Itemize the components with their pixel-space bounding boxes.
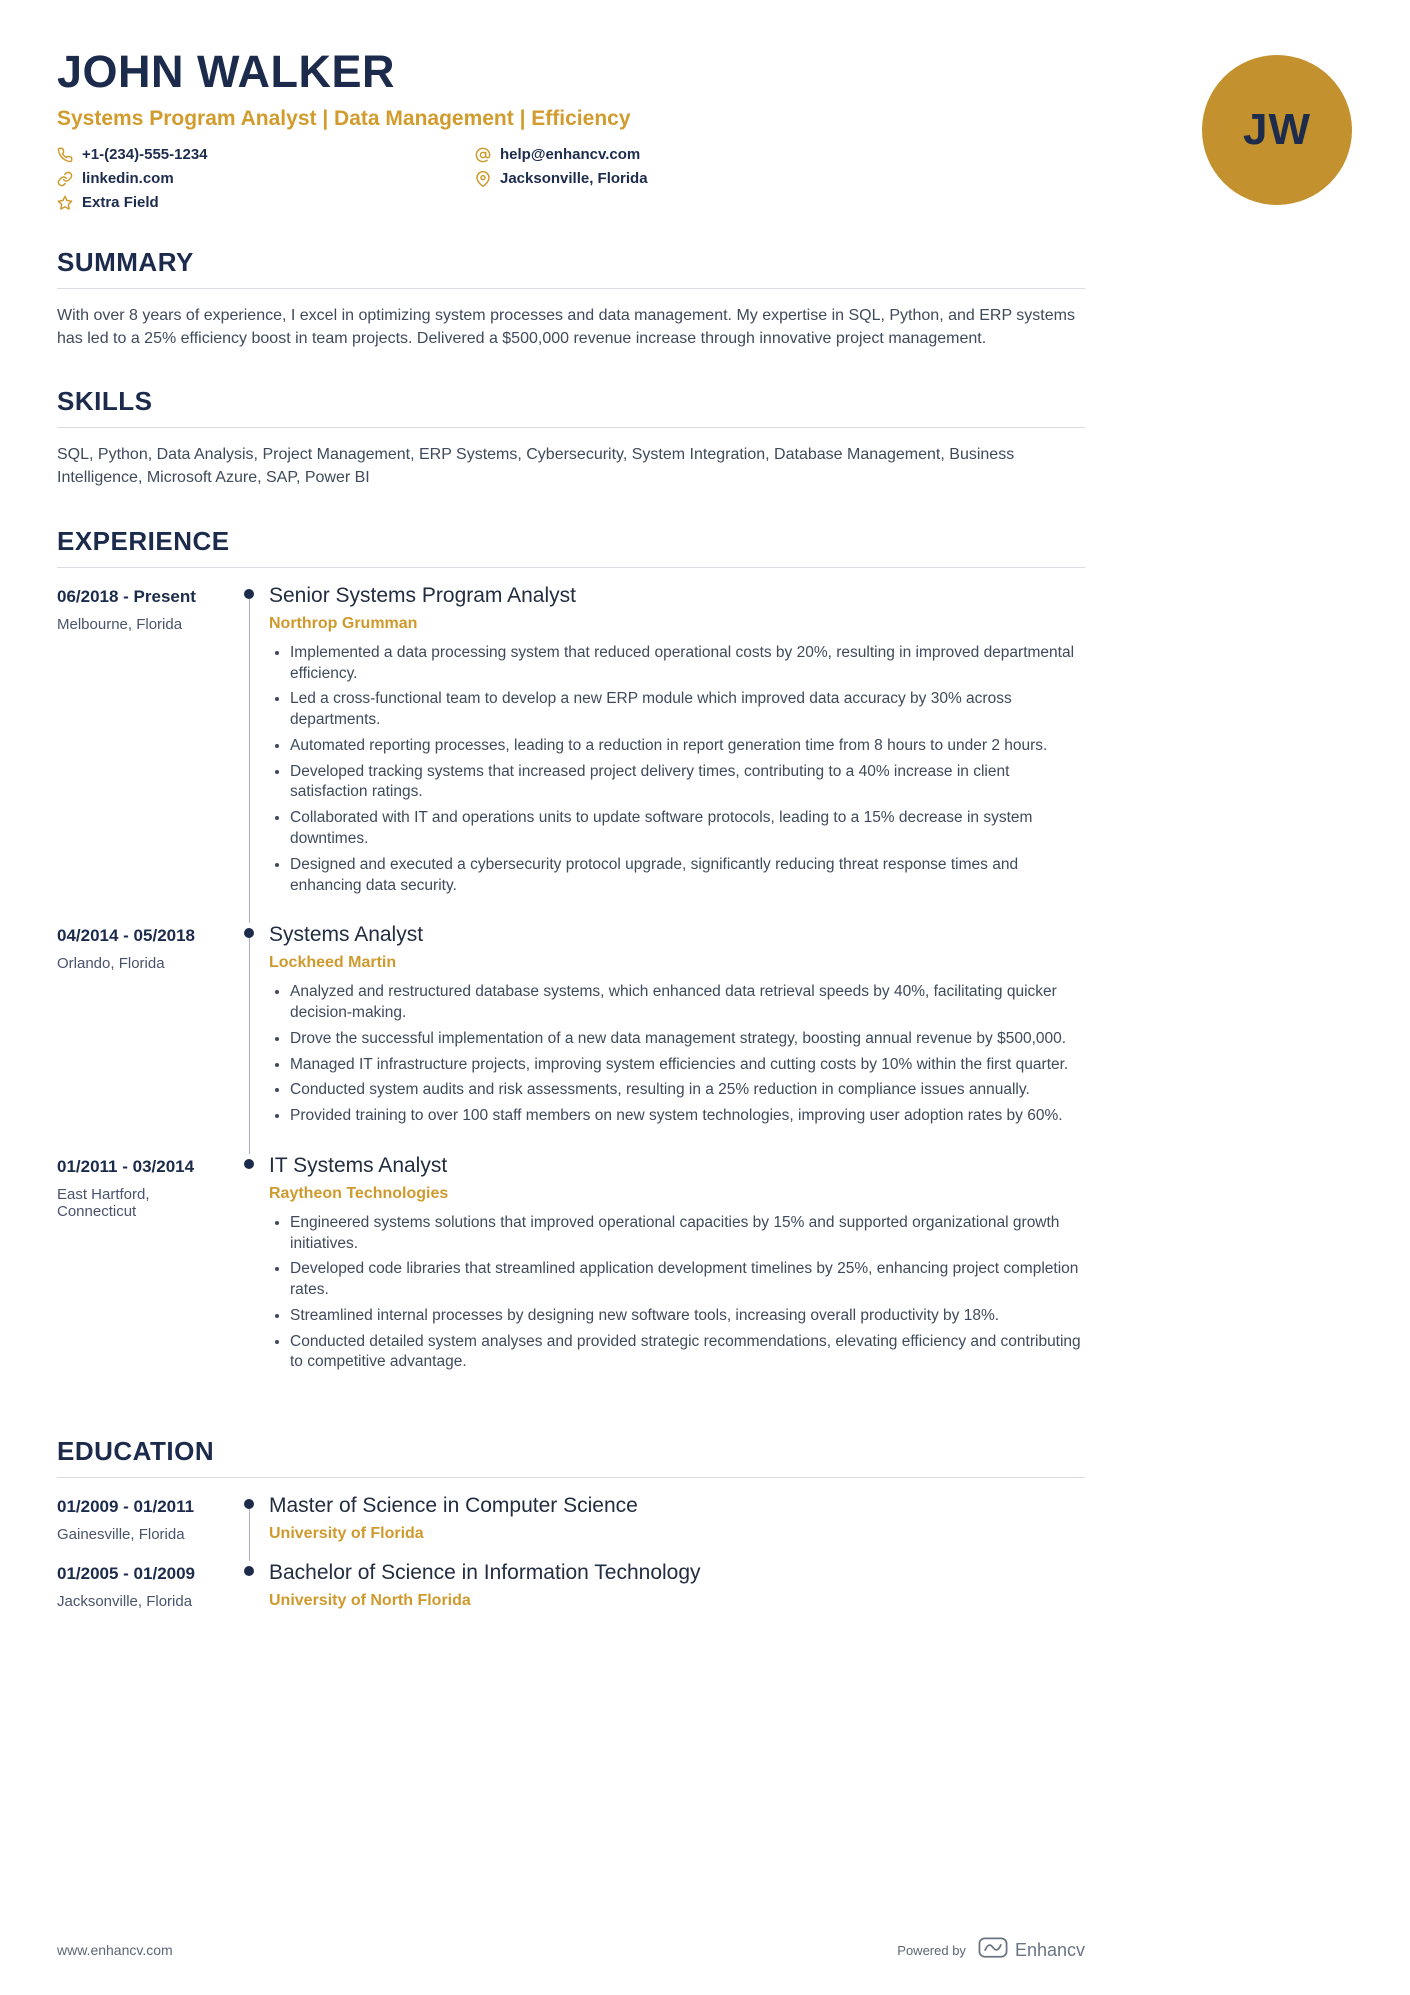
entry-dates: 04/2014 - 05/2018 <box>57 926 196 946</box>
entry-meta <box>57 923 229 1154</box>
company-name: Northrop Grumman <box>269 614 418 632</box>
bullet-item: • Implemented a data processing system that reduced operational costs by 20%, resulting in improved departmental efficiency. <box>290 643 1085 685</box>
contact-item[interactable] <box>475 146 648 163</box>
bullet-list <box>269 982 1085 1127</box>
entry-meta <box>57 1154 229 1400</box>
experience-entries <box>57 584 1085 1400</box>
entry-dates: 06/2018 - Present <box>57 586 196 606</box>
bullet-item: • Engineered systems solutions that improved operational capacities by 15% and supported organizational growth initiatives. <box>290 1213 1085 1255</box>
entry-details <box>269 923 1085 1154</box>
location-icon <box>475 171 491 187</box>
skills-section <box>57 386 1085 489</box>
bullet-item: • Analyzed and restructured database systems, which enhanced data retrieval speeds by 40%, facilitating quicker decision-making. <box>290 982 1085 1024</box>
phone-icon <box>57 147 73 163</box>
entry-location: Orlando, Florida <box>57 955 165 973</box>
resume-content <box>57 46 1085 1628</box>
entry-dates: 01/2009 - 01/2011 <box>57 1497 195 1517</box>
company-name: Raytheon Technologies <box>269 1184 449 1202</box>
avatar <box>1202 55 1352 205</box>
school-name: University of North Florida <box>269 1592 471 1610</box>
entry-details <box>269 1561 1085 1628</box>
entry-dates: 01/2005 - 01/2009 <box>57 1564 196 1584</box>
bullet-item: • Designed and executed a cybersecurity protocol upgrade, significantly reducing threat response times and enhancing data security. <box>290 855 1085 897</box>
contact-item[interactable] <box>57 146 475 163</box>
contact-item[interactable] <box>57 170 475 187</box>
bullet-item: • Automated reporting processes, leading to a reduction in report generation time from 8 hours to under 2 hours. <box>290 736 1085 757</box>
star-icon <box>57 195 73 211</box>
bullet-item: • Provided training to over 100 staff members on new system technologies, improving user adoption rates by 60%. <box>290 1106 1085 1127</box>
contact-list <box>57 146 648 211</box>
timeline-marker <box>229 1494 269 1561</box>
bullet-list <box>269 643 1085 896</box>
avatar-initials: JW <box>1243 105 1311 154</box>
bullet-item: • Drove the successful implementation of a new data management strategy, boosting annual revenue by $500,000. <box>290 1029 1085 1050</box>
enhancv-brand-link[interactable] <box>978 1937 1085 1963</box>
contact-text: +1-(234)-555-1234 <box>82 146 208 163</box>
education-entry <box>57 1494 1085 1561</box>
person-headline: Systems Program Analyst | Data Management | Efficiency <box>57 107 631 130</box>
link-icon <box>57 171 73 187</box>
entry-details <box>269 1494 1085 1561</box>
experience-entry <box>57 584 1085 923</box>
powered-by-text: Powered by <box>897 1942 966 1958</box>
timeline-marker <box>229 584 269 923</box>
entry-details <box>269 1154 1085 1400</box>
contact-item[interactable] <box>57 194 475 211</box>
timeline-marker <box>229 1154 269 1400</box>
education-entry <box>57 1561 1085 1628</box>
job-title: Systems Analyst <box>269 923 424 947</box>
job-title: Senior Systems Program Analyst <box>269 583 576 607</box>
entry-location: Melbourne, Florida <box>57 615 183 633</box>
school-name: University of Florida <box>269 1525 424 1543</box>
bullet-item: • Streamlined internal processes by designing new software tools, increasing overall productivity by 18%. <box>290 1306 1085 1327</box>
contact-item[interactable] <box>475 170 648 187</box>
enhancv-logo-icon <box>978 1937 1008 1963</box>
degree-title: Master of Science in Computer Science <box>269 1494 638 1518</box>
experience-entry <box>57 1154 1085 1400</box>
bullet-item: • Developed tracking systems that increased project delivery times, contributing to a 40% increase in client satisfaction ratings. <box>290 762 1085 804</box>
contact-text: help@enhancv.com <box>500 146 641 163</box>
entry-location: Gainesville, Florida <box>57 1526 185 1544</box>
bullet-list <box>269 1213 1085 1373</box>
contact-text: linkedin.com <box>82 170 174 187</box>
education-entries <box>57 1494 1085 1628</box>
degree-title: Bachelor of Science in Information Technology <box>269 1561 701 1585</box>
timeline-marker <box>229 923 269 1154</box>
resume-header <box>57 46 1085 211</box>
person-name: JOHN WALKER <box>57 46 396 97</box>
bullet-item: • Conducted detailed system analyses and provided strategic recommendations, elevating efficiency and contributing to competitive advantage. <box>290 1332 1085 1374</box>
bullet-item: • Developed code libraries that streamlined application development timelines by 25%, enhancing project completion rates. <box>290 1259 1085 1301</box>
enhancv-brand-text: Enhancv <box>1014 1939 1085 1960</box>
education-section <box>57 1436 1085 1628</box>
entry-dates: 01/2011 - 03/2014 <box>57 1156 195 1176</box>
experience-heading: EXPERIENCE <box>57 526 1085 568</box>
entry-meta <box>57 1561 229 1628</box>
summary-heading: SUMMARY <box>57 247 1085 289</box>
job-title: IT Systems Analyst <box>269 1153 448 1177</box>
bullet-item: • Collaborated with IT and operations units to update software protocols, leading to a 15% decrease in system downtimes. <box>290 808 1085 850</box>
skills-text: SQL, Python, Data Analysis, Project Management, ERP Systems, Cybersecurity, System Integration, Database Management, Business Intelligence, Microsoft Azure, SAP, Power BI <box>57 446 1015 487</box>
enhancv-url-link[interactable]: www.enhancv.com <box>57 1942 173 1958</box>
contact-text: Jacksonville, Florida <box>500 170 648 187</box>
page-footer <box>57 1937 1085 1963</box>
company-name: Lockheed Martin <box>269 954 397 972</box>
summary-section <box>57 247 1085 350</box>
experience-section <box>57 526 1085 1400</box>
bullet-item: • Led a cross-functional team to develop a new ERP module which improved data accuracy by 30% across departments. <box>290 689 1085 731</box>
education-heading: EDUCATION <box>57 1436 1085 1478</box>
bullet-item: • Conducted system audits and risk assessments, resulting in a 25% reduction in compliance issues annually. <box>290 1080 1085 1101</box>
at-icon <box>475 147 491 163</box>
skills-heading: SKILLS <box>57 386 1085 428</box>
entry-location: Jacksonville, Florida <box>57 1593 193 1611</box>
bullet-item: • Managed IT infrastructure projects, improving system efficiencies and cutting costs by 10% within the first quarter. <box>290 1055 1085 1076</box>
powered-by <box>897 1937 1085 1963</box>
entry-meta <box>57 584 229 923</box>
entry-meta <box>57 1494 229 1561</box>
experience-entry <box>57 923 1085 1154</box>
timeline-marker <box>229 1561 269 1628</box>
entry-details <box>269 584 1085 923</box>
summary-text: With over 8 years of experience, I excel in optimizing system processes and data management. My expertise in SQL, Python, and ERP systems has led to a 25% efficiency boost in team projects. Delivered a $500,000 revenue increase through innovative project management. <box>57 307 1075 347</box>
contact-text: Extra Field <box>82 194 159 211</box>
entry-location: East Hartford, Connecticut <box>57 1185 150 1220</box>
